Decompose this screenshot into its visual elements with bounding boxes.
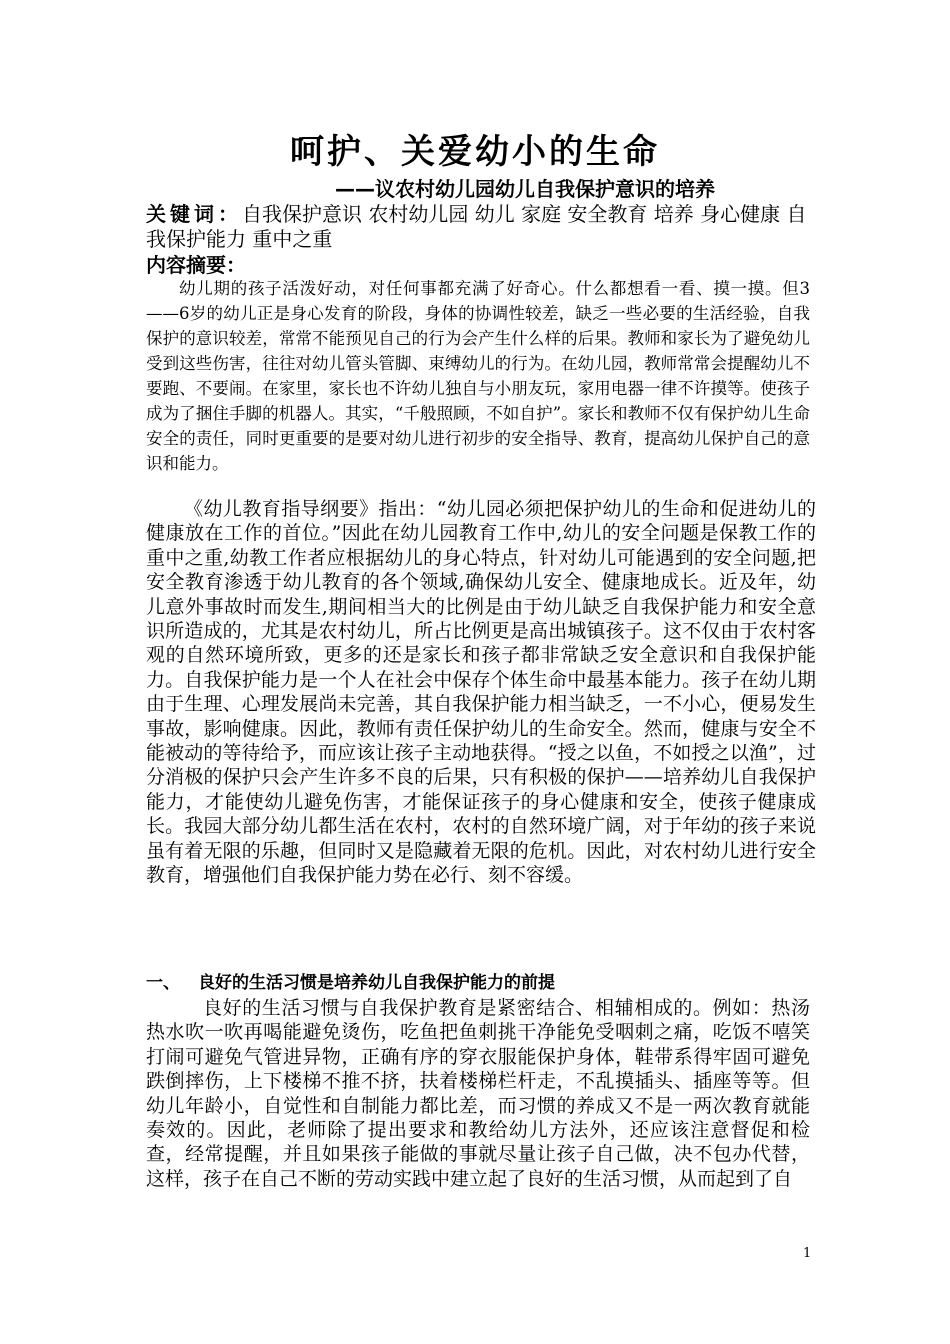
abstract-paragraph: 幼儿期的孩子活泼好动，对任何事都充满了好奇心。什么都想看一看、摸一摸。但3——6岁的幼儿正是身心发育的阶段，身体的协调性较差，缺乏一些必要的生活经验，自我保护的意识较差，常常不能预见自己的行为会产生什么样的后果。教师和家长为了避免幼儿受到这些伤害，往往对幼儿管头管脚、束缚幼儿的行为。在幼儿园，教师常常会提醒幼儿不要跑、不要闹。在家里，家长也不许幼儿独自与小朋友玩，家用电器一律不许摸等。使孩子成为了捆住手脚的机器人。其实，“千般照顾，不如自护”。家长和教师不仅有保护幼儿生命安全的责任，同时更重要的是要对幼儿进行初步的安全指导、教育，提高幼儿保护自己的意识和能力。 — [146, 279, 810, 473]
abstract-heading: 内容摘要： — [146, 253, 246, 277]
section-heading-text: 良好的生活习惯是培养幼儿自我保护能力的前提 — [198, 973, 555, 993]
document-title: 呵护、关爱幼小的生命 — [290, 132, 660, 172]
section-heading-1 — [146, 970, 555, 996]
page-number: 1 — [803, 1246, 812, 1261]
body-paragraph-intro: 《幼儿教育指导纲要》指出：“幼儿园必须把保护幼儿的生命和促进幼儿的健康放在工作的首位。”因此在幼儿园教育工作中,幼儿的安全问题是保教工作的重中之重,幼教工作者应根据幼儿的身心特点，针对幼儿可能遇到的安全问题,把安全教育渗透于幼儿教育的各个领域,确保幼儿安全、健康地成长。近及年，幼儿意外事故时而发生,期间相当大的比例是由于幼儿缺乏自我保护能力和安全意识所造成的，尤其是农村幼儿，所占比例更是高出城镇孩子。这不仅由于农村客观的自然环境所致，更多的还是家长和孩子都非常缺乏安全意识和自我保护能力。自我保护能力是一个人在社会中保存个体生命中最基本能力。孩子在幼儿期由于生理、心理发展尚未完善，其自我保护能力相当缺乏，一不小心，便易发生事故，影响健康。因此，教师有责任保护幼儿的生命安全。然而，健康与安全不能被动的等待给予，而应该让孩子主动地获得。“授之以鱼，不如授之以渔”，过分消极的保护只会产生许多不良的后果，只有积极的保护——培养幼儿自我保护能力，才能使幼儿避免伤害，才能保证孩子的身心健康和安全，使孩子健康成长。我园大部分幼儿都生活在农村，农村的自然环境广阔，对于年幼的孩子来说虽有着无限的乐趣，但同时又是隐藏着无限的危机。因此，对农村幼儿进行安全教育，增强他们自我保护能力势在必行、刻不容缓。 — [146, 498, 816, 887]
section-number: 一、 — [146, 973, 180, 993]
document-subtitle: ——议农村幼儿园幼儿自我保护意识的培养 — [335, 177, 715, 201]
keywords-text: 自我保护意识 农村幼儿园 幼儿 家庭 安全教育 培养 身心健康 自我保护能力 重中之重 — [146, 202, 807, 251]
keywords-line — [146, 202, 816, 252]
keywords-label: 关键词： — [146, 202, 242, 226]
section-1-paragraph: 良好的生活习惯与自我保护教育是紧密结合、相辅相成的。例如：热汤热水吹一吹再喝能避免烫伤，吃鱼把鱼刺挑干净能免受咽刺之痛，吃饭不嘻笑打闹可避免气管进异物，正确有序的穿衣服能保护身体，鞋带系得牢固可避免跌倒摔伤，上下楼梯不推不挤，扶着楼梯栏杆走，不乱摸插头、插座等等。但幼儿年龄小，自觉性和自制能力都比差，而习惯的养成又不是一两次教育就能奏效的。因此，老师除了提出要求和教给幼儿方法外，还应该注意督促和检查，经常提醒，并且如果孩子能做的事就尽量让孩子自己做，决不包办代替，这样，孩子在自己不断的劳动实践中建立起了良好的生活习惯，从而起到了自 — [146, 997, 810, 1190]
